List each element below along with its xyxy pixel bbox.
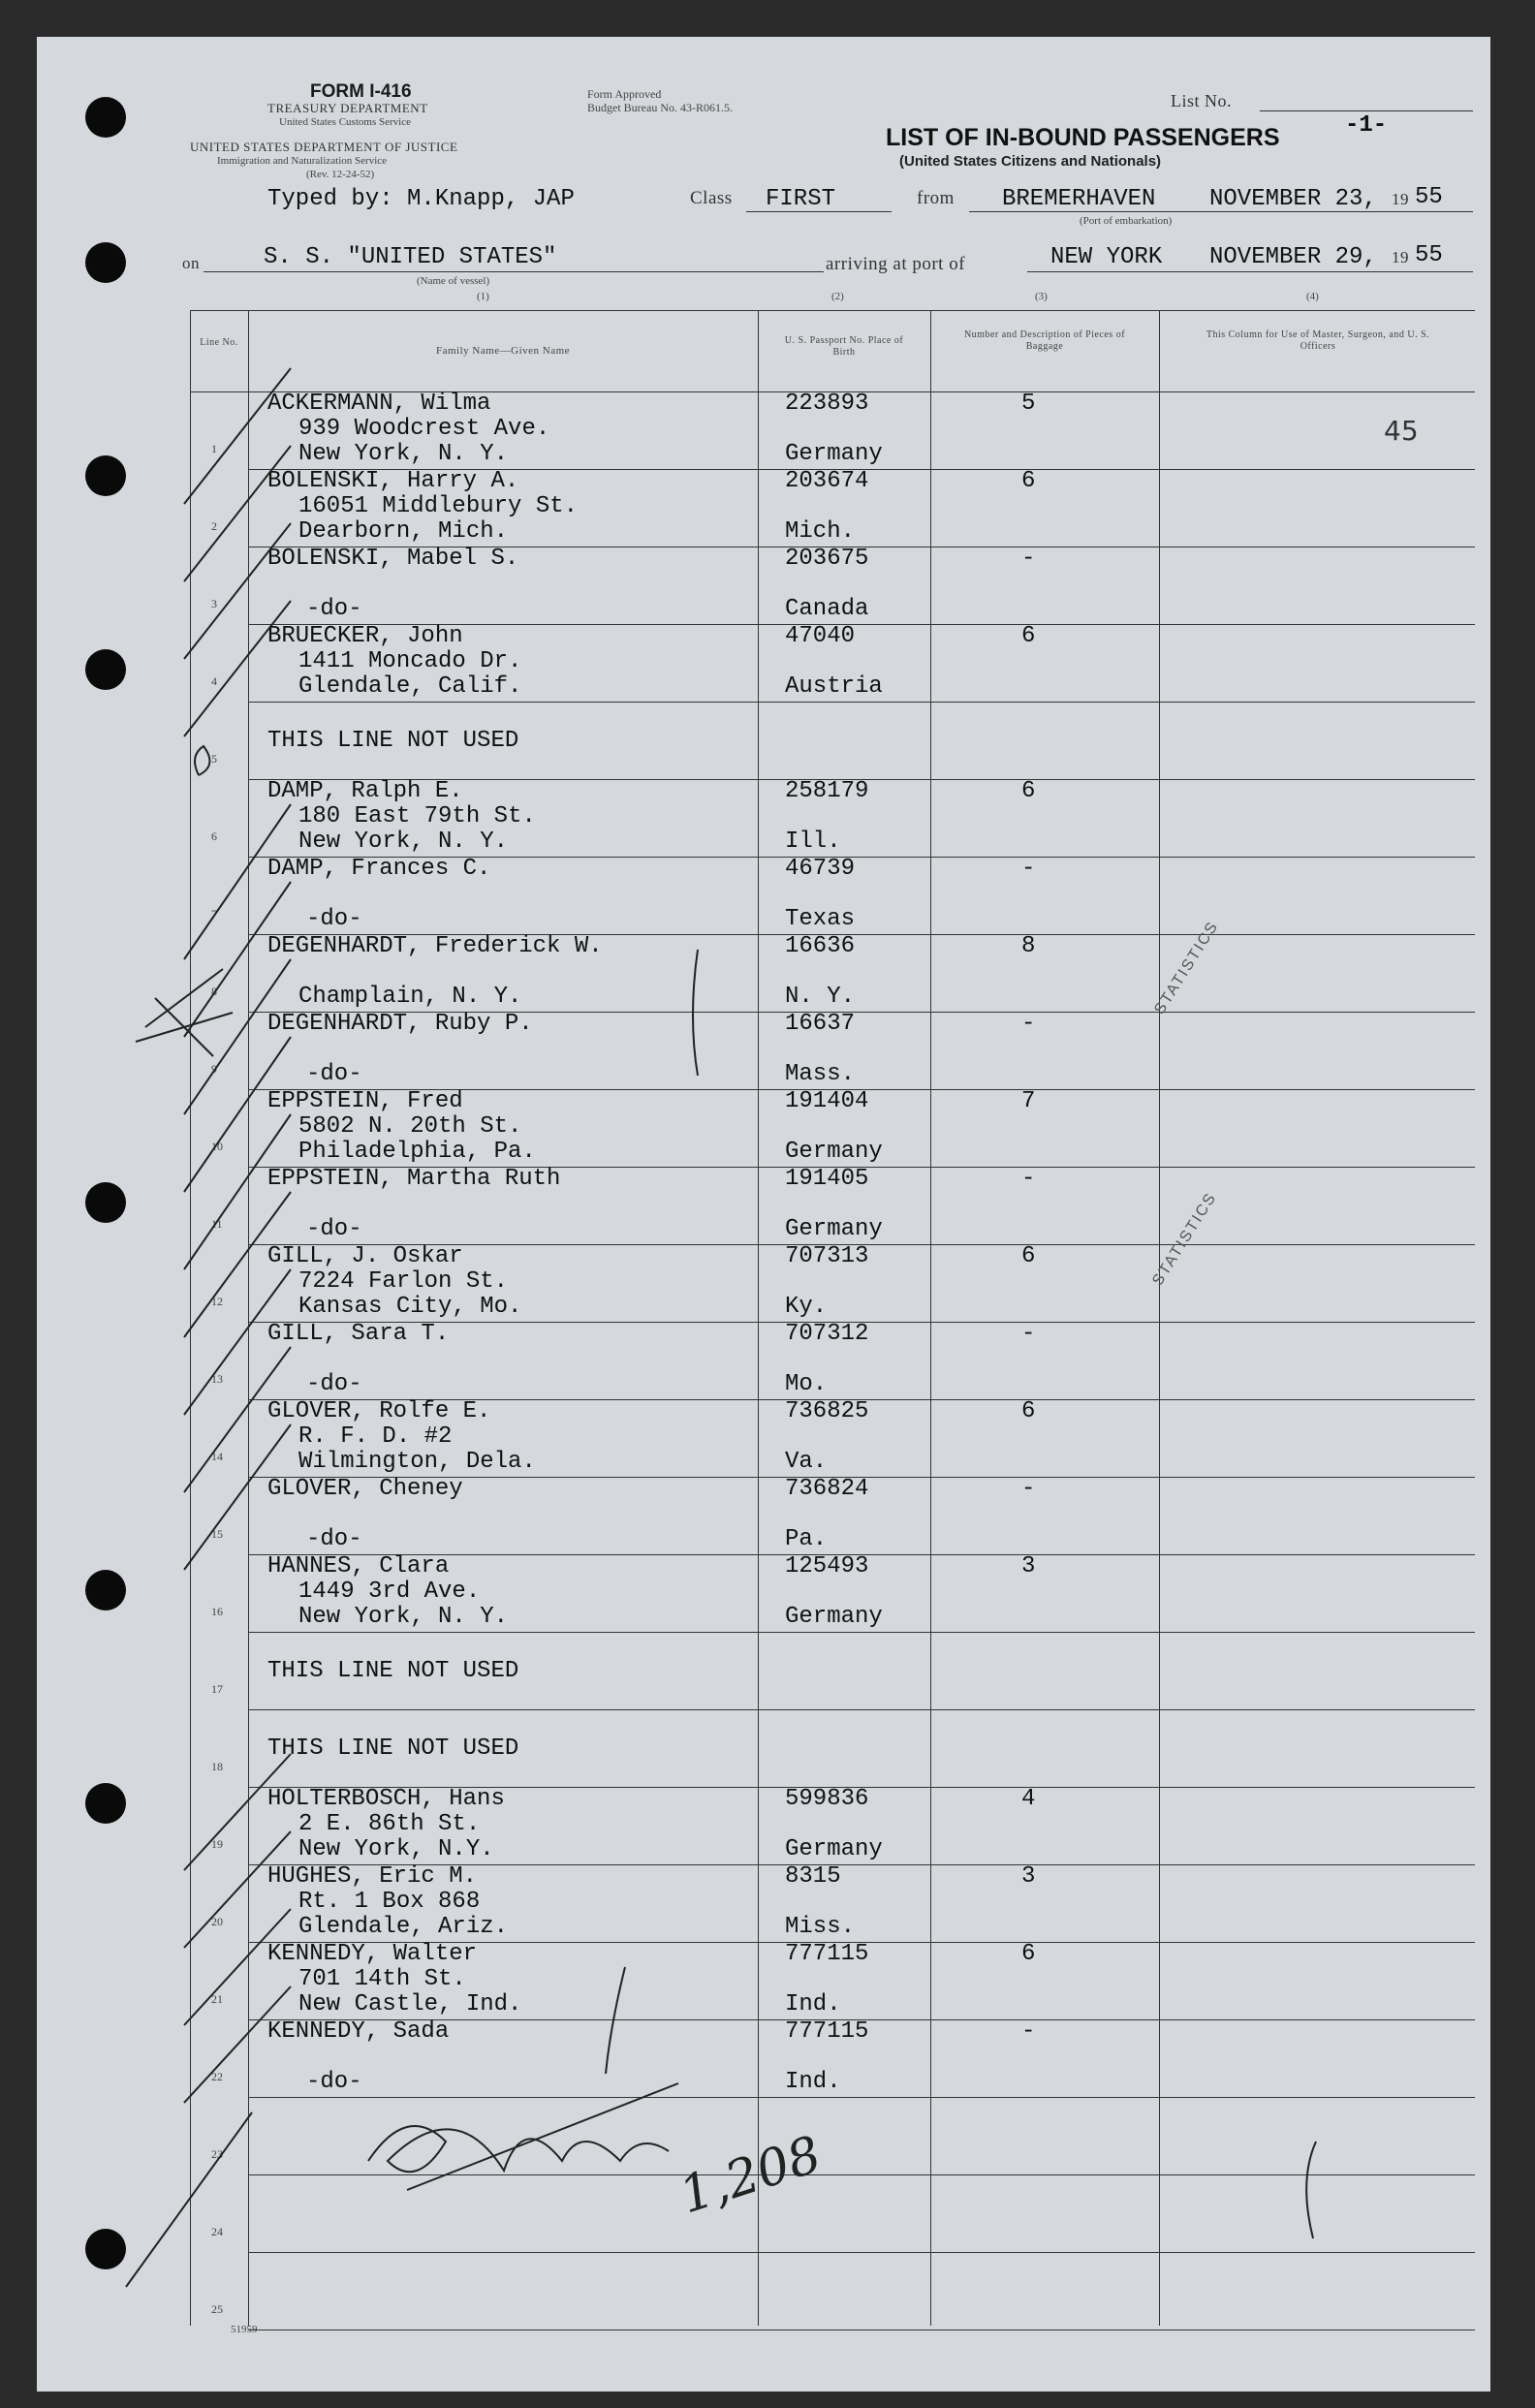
address-city: -do- xyxy=(306,2069,362,2095)
arrival-port: NEW YORK xyxy=(1050,244,1163,270)
check-mark xyxy=(184,1754,291,1870)
check-mark xyxy=(184,1424,291,1570)
check-mark xyxy=(184,1269,291,1415)
baggage-count: - xyxy=(1021,1166,1036,1192)
line-number: 9 xyxy=(211,1062,217,1076)
col2-number: (2) xyxy=(831,291,844,302)
place-of-birth: Ky. xyxy=(785,1294,828,1320)
vessel-name: S. S. "UNITED STATES" xyxy=(264,244,557,270)
passport-number: 203675 xyxy=(785,546,869,572)
address-city: New York, N. Y. xyxy=(298,829,509,855)
passenger-name: ACKERMANN, Wilma xyxy=(267,391,491,417)
line-number: 3 xyxy=(211,597,217,610)
class-label: Class xyxy=(690,188,733,208)
passenger-name: DEGENHARDT, Frederick W. xyxy=(267,933,603,959)
officer-note: 45 xyxy=(1384,415,1419,447)
arrival-date: NOVEMBER 29, xyxy=(1209,244,1377,270)
place-of-birth: Mass. xyxy=(785,1061,856,1087)
line-number: 1 xyxy=(211,442,217,455)
baggage-count: 6 xyxy=(1021,1941,1036,1967)
passport-number: 223893 xyxy=(785,391,869,417)
col-officer-header: This Column for Use of Master, Surgeon, and U. S. Officers xyxy=(1206,329,1430,352)
on-label: on xyxy=(182,254,200,272)
address-city: Kansas City, Mo. xyxy=(298,1294,522,1320)
passport-number: 8315 xyxy=(785,1863,841,1890)
address-line: 7224 Farlon St. xyxy=(298,1268,509,1295)
passenger-name: BOLENSKI, Mabel S. xyxy=(267,546,519,572)
baggage-count: 3 xyxy=(1021,1553,1036,1579)
check-mark xyxy=(126,2112,252,2287)
budget-bureau: Budget Bureau No. 43-R061.5. xyxy=(587,101,733,114)
line-number: 19 xyxy=(211,1837,223,1851)
line-number: 17 xyxy=(211,1682,223,1696)
passenger-name: GLOVER, Rolfe E. xyxy=(267,1398,491,1424)
passenger-name: DAMP, Frances C. xyxy=(267,856,491,882)
vessel-caption: (Name of vessel) xyxy=(417,275,490,287)
passenger-name: EPPSTEIN, Fred xyxy=(267,1088,463,1114)
scribble xyxy=(136,969,233,1056)
place-of-birth: Mich. xyxy=(785,518,856,545)
statistics-stamp: STATISTICS xyxy=(1149,1189,1220,1289)
place-of-birth: Germany xyxy=(785,1604,883,1630)
passenger-name: KENNEDY, Sada xyxy=(267,2018,450,2045)
address-city: -do- xyxy=(306,596,362,622)
address-city: -do- xyxy=(306,1061,362,1087)
signature xyxy=(368,2083,678,2190)
baggage-count: - xyxy=(1021,856,1036,882)
baggage-count: 3 xyxy=(1021,1863,1036,1890)
address-line: 16051 Middlebury St. xyxy=(298,493,579,519)
check-mark xyxy=(184,959,291,1114)
passport-number: 203674 xyxy=(785,468,869,494)
handwritten-number: 1,208 xyxy=(673,2125,829,2226)
line-number: 14 xyxy=(211,1450,223,1463)
check-mark xyxy=(184,1037,291,1192)
form-number: FORM I-416 xyxy=(310,81,412,102)
baggage-count: 5 xyxy=(1021,391,1036,417)
passenger-name: DAMP, Ralph E. xyxy=(267,778,463,804)
line-number: 4 xyxy=(211,674,217,688)
place-of-birth: Pa. xyxy=(785,1526,828,1552)
address-city: -do- xyxy=(306,906,362,932)
address-city: Dearborn, Mich. xyxy=(298,518,509,545)
address-city: New Castle, Ind. xyxy=(298,1991,522,2017)
line-number: 13 xyxy=(211,1372,223,1386)
address-city: -do- xyxy=(306,1371,362,1397)
line-number: 16 xyxy=(211,1605,223,1618)
passenger-name: BOLENSKI, Harry A. xyxy=(267,468,519,494)
check-mark xyxy=(184,1909,291,2025)
passport-number: 16636 xyxy=(785,933,856,959)
statistics-stamp: STATISTICS xyxy=(1151,918,1222,1017)
line-number: 21 xyxy=(211,1992,223,2006)
line-number: 25 xyxy=(211,2302,223,2316)
address-city: Philadelphia, Pa. xyxy=(298,1139,536,1165)
embarkation-year: 55 xyxy=(1415,184,1443,210)
address-line: R. F. D. #2 xyxy=(298,1423,453,1450)
passenger-name: GILL, J. Oskar xyxy=(267,1243,463,1269)
check-mark xyxy=(184,1347,291,1492)
place-of-birth: Germany xyxy=(785,1836,883,1862)
passport-number: 258179 xyxy=(785,778,869,804)
baggage-count: - xyxy=(1021,2018,1036,2045)
check-mark xyxy=(184,601,291,736)
place-of-birth: Ind. xyxy=(785,1991,841,2017)
passenger-name: THIS LINE NOT USED xyxy=(267,1658,519,1684)
passenger-name: HUGHES, Eric M. xyxy=(267,1863,478,1890)
passport-number: 191404 xyxy=(785,1088,869,1114)
passenger-name: EPPSTEIN, Martha Ruth xyxy=(267,1166,561,1192)
place-of-birth: Germany xyxy=(785,441,883,467)
address-city: New York, N. Y. xyxy=(298,1604,509,1630)
year-prefix-arrival: 19 xyxy=(1392,248,1409,266)
place-of-birth: Germany xyxy=(785,1139,883,1165)
page-number: -1- xyxy=(1345,112,1388,139)
passport-number: 125493 xyxy=(785,1553,869,1579)
form-revision: (Rev. 12-24-52) xyxy=(306,169,375,180)
check-mark xyxy=(184,368,291,504)
line-number: 5 xyxy=(211,752,217,766)
line-number: 15 xyxy=(211,1527,223,1541)
embarkation-date: NOVEMBER 23, xyxy=(1209,186,1377,212)
address-city: New York, N. Y. xyxy=(298,441,509,467)
passport-number: 777115 xyxy=(785,1941,869,1967)
page-subtitle: (United States Citizens and Nationals) xyxy=(899,153,1162,170)
list-no-label: List No. xyxy=(1171,91,1233,110)
address-city: Wilmington, Dela. xyxy=(298,1449,536,1475)
passenger-name: GILL, Sara T. xyxy=(267,1321,450,1347)
line-number: 10 xyxy=(211,1140,223,1153)
baggage-count: 6 xyxy=(1021,778,1036,804)
place-of-birth: Germany xyxy=(785,1216,883,1242)
passenger-name: HOLTERBOSCH, Hans xyxy=(267,1786,505,1812)
check-mark xyxy=(184,523,291,659)
baggage-count: - xyxy=(1021,1321,1036,1347)
address-city: New York, N.Y. xyxy=(298,1836,494,1862)
embarkation-port: BREMERHAVEN xyxy=(1002,186,1156,212)
passenger-name: DEGENHARDT, Ruby P. xyxy=(267,1011,533,1037)
address-city: -do- xyxy=(306,1216,362,1242)
passenger-name: THIS LINE NOT USED xyxy=(267,1736,519,1762)
place-of-birth: Ill. xyxy=(785,829,841,855)
print-code: 51959 xyxy=(231,2324,258,2335)
address-line: 1411 Moncado Dr. xyxy=(298,648,522,674)
line-number: 11 xyxy=(211,1217,223,1231)
passport-number: 707312 xyxy=(785,1321,869,1347)
address-line: Rt. 1 Box 868 xyxy=(298,1889,481,1915)
passenger-name: HANNES, Clara xyxy=(267,1553,450,1579)
passenger-name: BRUECKER, John xyxy=(267,623,463,649)
passport-number: 46739 xyxy=(785,856,856,882)
check-mark xyxy=(184,446,291,581)
place-of-birth: Miss. xyxy=(785,1914,856,1940)
line-number: 6 xyxy=(211,829,217,843)
address-line: 5802 N. 20th St. xyxy=(298,1113,522,1140)
customs-service: United States Customs Service xyxy=(279,116,411,128)
line-number: 18 xyxy=(211,1760,223,1773)
address-city: -do- xyxy=(306,1526,362,1552)
line-number: 2 xyxy=(211,519,217,533)
check-mark xyxy=(184,804,291,959)
form-approved: Form Approved xyxy=(587,87,662,101)
arrival-year: 55 xyxy=(1415,242,1443,268)
baggage-count: 7 xyxy=(1021,1088,1036,1114)
check-mark xyxy=(184,882,291,1037)
baggage-count: 6 xyxy=(1021,468,1036,494)
place-of-birth: N. Y. xyxy=(785,984,856,1010)
circle-mark xyxy=(195,746,209,775)
address-line: 939 Woodcrest Ave. xyxy=(298,416,550,442)
address-city: Glendale, Ariz. xyxy=(298,1914,509,1940)
address-city: Glendale, Calif. xyxy=(298,673,522,700)
passenger-name: THIS LINE NOT USED xyxy=(267,728,519,754)
address-line: 701 14th St. xyxy=(298,1966,466,1992)
place-of-birth: Va. xyxy=(785,1449,828,1475)
place-of-birth: Texas xyxy=(785,906,856,932)
passenger-name: KENNEDY, Walter xyxy=(267,1941,478,1967)
baggage-count: - xyxy=(1021,1476,1036,1502)
baggage-count: 6 xyxy=(1021,623,1036,649)
baggage-count: 8 xyxy=(1021,933,1036,959)
passenger-name: GLOVER, Cheney xyxy=(267,1476,463,1502)
passport-number: 707313 xyxy=(785,1243,869,1269)
passport-number: 16637 xyxy=(785,1011,856,1037)
col-passport-header: U. S. Passport No. Place of Birth xyxy=(784,335,904,358)
passport-number: 736824 xyxy=(785,1476,869,1502)
address-line: 1449 3rd Ave. xyxy=(298,1579,481,1605)
from-label: from xyxy=(917,188,955,208)
place-of-birth: Ind. xyxy=(785,2069,841,2095)
check-mark xyxy=(184,1192,291,1337)
check-mark xyxy=(184,1831,291,1948)
baggage-count: - xyxy=(1021,1011,1036,1037)
line-number: 23 xyxy=(211,2147,223,2161)
col-baggage-header: Number and Description of Pieces of Baggage xyxy=(963,329,1126,352)
passport-number: 191405 xyxy=(785,1166,869,1192)
pen-stroke xyxy=(1306,2142,1316,2238)
typed-by: Typed by: M.Knapp, JAP xyxy=(267,186,575,212)
col1-number: (1) xyxy=(477,291,489,302)
baggage-count: - xyxy=(1021,546,1036,572)
check-mark xyxy=(184,1986,291,2103)
class-value: FIRST xyxy=(766,186,836,212)
passport-number: 736825 xyxy=(785,1398,869,1424)
line-number: 7 xyxy=(211,907,217,921)
col-line-no-header: Line No. xyxy=(200,337,238,348)
line-number: 22 xyxy=(211,2070,223,2083)
port-caption: (Port of embarkation) xyxy=(1080,215,1173,227)
place-of-birth: Mo. xyxy=(785,1371,828,1397)
place-of-birth: Austria xyxy=(785,673,883,700)
treasury-dept: TREASURY DEPARTMENT xyxy=(267,101,428,115)
address-line: 2 E. 86th St. xyxy=(298,1811,481,1837)
pen-stroke xyxy=(693,950,698,1076)
line-number: 20 xyxy=(211,1915,223,1928)
line-number: 24 xyxy=(211,2225,223,2238)
passport-number: 777115 xyxy=(785,2018,869,2045)
passport-number: 599836 xyxy=(785,1786,869,1812)
check-mark xyxy=(184,1114,291,1269)
passport-number: 47040 xyxy=(785,623,856,649)
arriving-label: arriving at port of xyxy=(826,254,966,274)
address-line: 180 East 79th St. xyxy=(298,803,536,829)
col4-number: (4) xyxy=(1306,291,1319,302)
year-prefix: 19 xyxy=(1392,190,1409,208)
pen-stroke xyxy=(606,1967,625,2074)
justice-dept: UNITED STATES DEPARTMENT OF JUSTICE xyxy=(190,140,458,154)
page-title: LIST OF IN-BOUND PASSENGERS xyxy=(886,124,1280,151)
baggage-count: 6 xyxy=(1021,1398,1036,1424)
baggage-count: 6 xyxy=(1021,1243,1036,1269)
place-of-birth: Canada xyxy=(785,596,869,622)
line-number: 12 xyxy=(211,1295,223,1308)
baggage-count: 4 xyxy=(1021,1786,1036,1812)
col-name-header: Family Name—Given Name xyxy=(435,345,571,357)
ins-service: Immigration and Naturalization Service xyxy=(217,155,388,167)
address-city: Champlain, N. Y. xyxy=(298,984,522,1010)
line-number: 8 xyxy=(211,985,217,998)
col3-number: (3) xyxy=(1035,291,1048,302)
